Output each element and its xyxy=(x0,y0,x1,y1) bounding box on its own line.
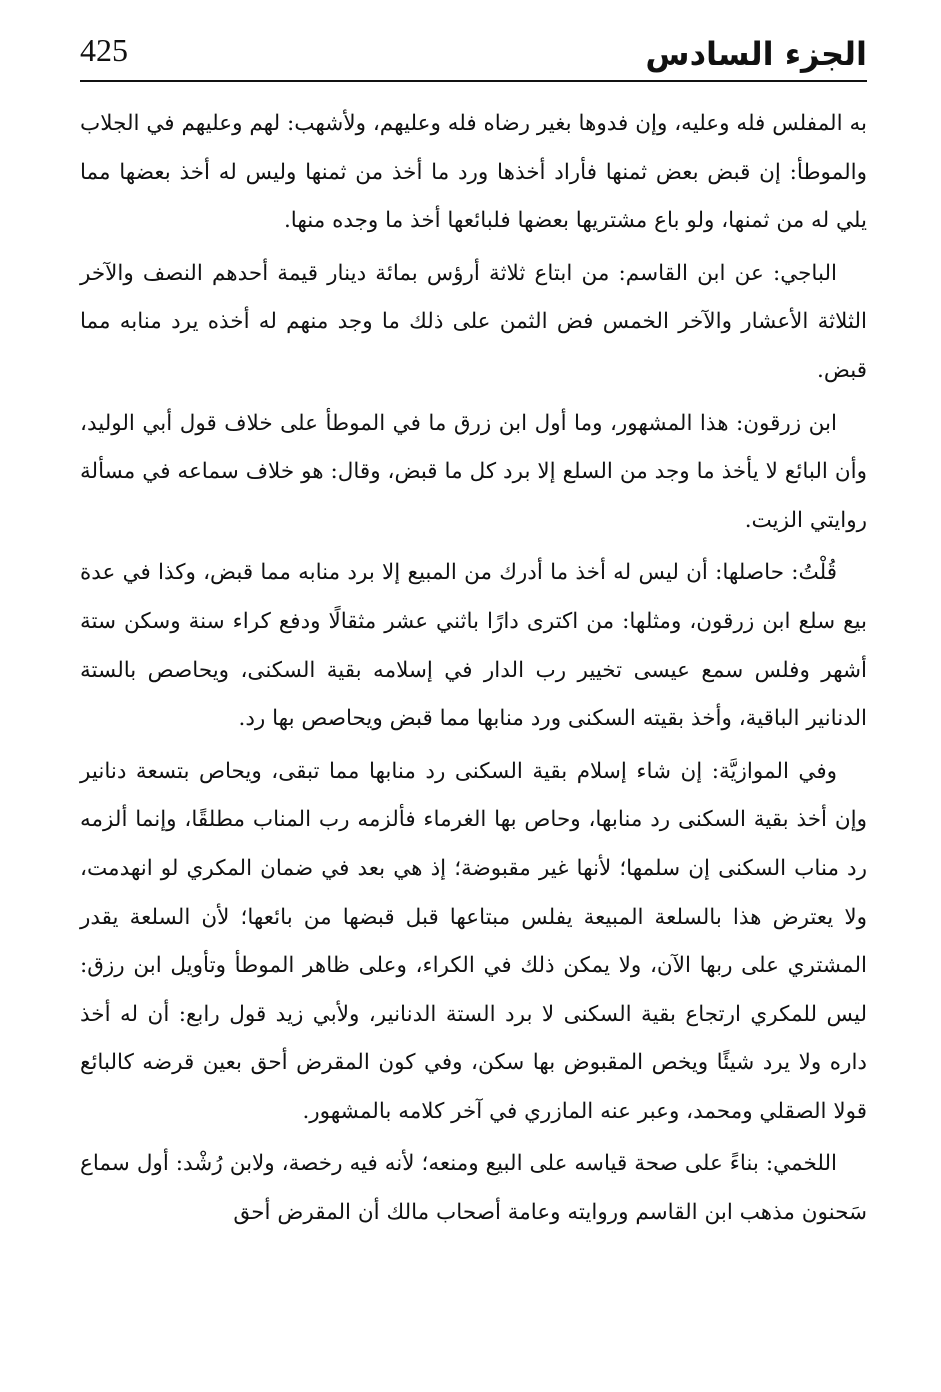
paragraph: به المفلس فله وعليه، وإن فدوها بغير رضاه فله وعليهم، ولأشهب: لهم وعليهم في الجلاب والموطأ: إن قبض بعض ثمنها فأراد أخذها ورد ما أخذ من ثمنها وليس له أخذ بعضها مما يلي له من ثمنها، ولو باع مشتريها بعضها فلبائعها أخذ ما وجده منها. xyxy=(80,111,867,234)
paragraph: الباجي: عن ابن القاسم: من ابتاع ثلاثة أرؤس بمائة دينار قيمة أحدهم النصف والآخر الثلاثة الأعشار والآخر الخمس فض الثمن على ذلك ما وجد منهم له أخذه يرد منابه مما قبض. xyxy=(80,260,867,383)
header-divider xyxy=(80,80,867,82)
volume-title: الجزء السادس xyxy=(645,35,867,73)
page-number: 425 xyxy=(80,32,128,68)
paragraph: اللخمي: بناءً على صحة قياسه على البيع ومنعه؛ لأنه فيه رخصة، ولابن رُشْد: أول سماع سَحنون مذهب ابن القاسم وروايته وعامة أصحاب مالك أن المقرض أحق xyxy=(80,1151,867,1226)
paragraph: قُلْتُ: حاصلها: أن ليس له أخذ ما أدرك من المبيع إلا برد منابه مما قبض، وكذا في عدة بيع سلع ابن زرقون، ومثلها: من اكترى دارًا باثني عشر مثقالًا ودفع كراء سنة وسكن ستة أشهر وفلس سمع عيسى تخيير رب الدار في إسلامه بقية السكنى، ويحاصص بالستة الدنانير الباقية، وأخذ بقيته السكنى ورد منابها مما قبض ويحاصص بها رد. xyxy=(80,560,867,732)
page-header xyxy=(80,24,867,78)
paragraph: وفي الموازيَّة: إن شاء إسلام بقية السكنى رد منابها مما تبقى، ويحاص بتسعة دنانير وإن أخذ بقية السكنى رد منابها، وحاص بها الغرماء فألزمه رب المناب مطلقًا، وإنما ألزمه رد مناب السكنى إن سلمها؛ لأنها غير مقبوضة؛ إذ هي بعد في ضمان المكري لو انهدمت، ولا يعترض هذا بالسلعة المبيعة يفلس مبتاعها قبل قبضها من بائعها؛ لأن السلعة يقدر المشتري على ربها الآن، ولا يمكن ذلك في الكراء، وعلى ظاهر الموطأ وتأويل ابن رزق: ليس للمكري ارتجاع بقية السكنى لا برد الستة الدنانير، ولأبي زيد قول رابع: أن له أخذ داره ولا يرد شيئًا ويخص المقبوض بها سكن، وفي كون المقرض أحق بعين قرضه كالبائع قولا الصقلي ومحمد، وعبر عنه المازري في آخر كلامه بالمشهور. xyxy=(80,758,867,1124)
page-body xyxy=(80,100,867,1242)
paragraph: ابن زرقون: هذا المشهور، وما أول ابن زرق ما في الموطأ على خلاف قول أبي الوليد، وأن البائع لا يأخذ ما وجد من السلع إلا برد كل ما قبض، وقال: هو خلاف سماعه في مسألة روايتي الزيت. xyxy=(80,410,867,533)
